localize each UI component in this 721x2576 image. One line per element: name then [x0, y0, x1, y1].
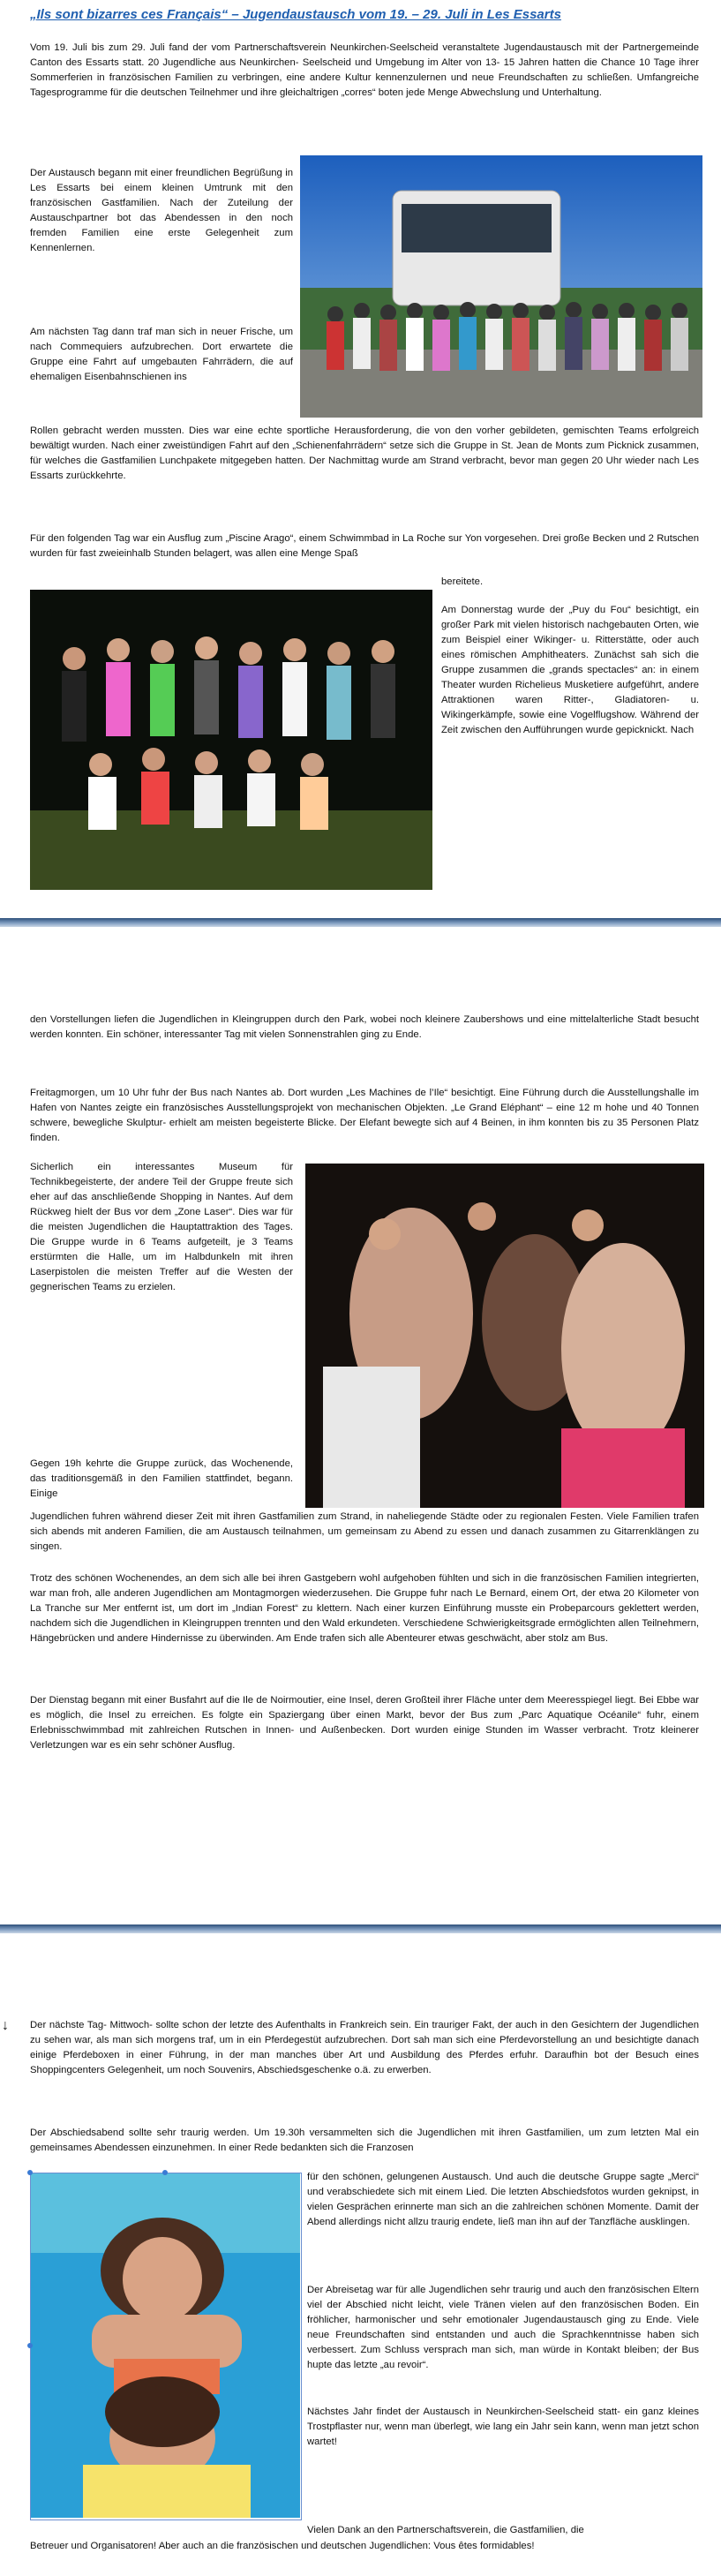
paragraph-farewell-evening: Der Abschiedsabend sollte sehr traurig werden. Um 19.30h versammelten sich die Jugendlichen mit ihren Gastfamilien, um zum letzten Mal ein gemeinsames Abendessen einzunehmen. In einer Rede bedankten sich die Franzosen [30, 2128, 699, 2153]
paragraph-last-day: Der nächste Tag- Mittwoch- sollte schon der letzte des Aufenthalts in Frankreich sein. Ein trauriger Fakt, der auch in den Gesichtern der Jugendlichen zu sehen war, als man sich morgens traf, um in ein Pferdegestüt aufzubrechen. Dort sah man sich eine Pferdevorstellung an und besichtigte danach einige Pferdeboxen in einer Führung, in der man manches über Art und Ausbildung des Pferdes erfuhr. Daraufhin bot der Besuch eines Shoppingcenters Gelegenheit, um noch Souvenirs, Abschiedsgeschenke o.ä. zu erwerben. [30, 2020, 699, 2075]
paragraph-thanks-end: Betreuer und Organisatoren! Aber auch an die französischen und deutschen Jugendlichen: Vous êtes formidables! [30, 2541, 535, 2551]
image-selection-frame[interactable] [30, 2173, 302, 2520]
paragraph-railbikes-start: Am nächsten Tag dann traf man sich in neuer Frische, um nach Commequiers aufzubrechen. Dort erwartete die Gruppe eine Fahrt auf umgebauten Fahrrädern, die auf ehemaligen Eisenbahnschienen ins [30, 327, 293, 382]
paragraph-farewell-speech: für den schönen, gelungenen Austausch. Und auch die deutsche Gruppe sagte „Merci“ und verabschiedete sich mit einem Lied. Die letzten Abschiedsfotos wurden geknipst, in vielen Gesprächen erinnerte man sich an die zahlreichen schönen Momente. Damit der Abend allerdings nicht allzu traurig endete, ließ man ihn auf der Tanzfläche ausklingen. [307, 2172, 699, 2227]
paragraph-laser: Sicherlich ein interessantes Museum für Technikbegeisterte, der andere Teil der Gruppe freute sich eher auf das anschließende Shopping in Nantes. Auf dem Rückweg hielt der Bus vor dem „Zone Laser“. Dies war für die meisten Jugendlichen die Hauptattraktion des Tages. Die Gruppe wurde in 6 Teams aufgeteilt, je 3 Teams erstürmten die Halle, um im Halbdunkeln mit ihren Laserpistolen die meisten Treffer auf die Westen der gegnerischen Teams zu erzielen. [30, 1162, 293, 1292]
paragraph-noirmoutier: Der Dienstag begann mit einer Busfahrt auf die Ile de Noirmoutier, eine Insel, deren Großteil ihrer Fläche unter dem Meeresspiegel liegt. Bei Ebbe war es möglich, die Insel zu erreichen. Es folgte ein Spaziergang über einen Markt, bevor der Bus zum „Parc Aquatique Océanile“ fuhr, einem Erlebnisschwimmbad mit zahlreichen Rutschen in Innen- und Außenbecken. Dort wurden einige Stunden im Wasser verbracht. Trotz kleinerer Verletzungen war es ein sehr schöner Ausflug. [30, 1695, 699, 1751]
paragraph-puy-du-fou: Am Donnerstag wurde der „Puy du Fou“ besichtigt, ein großer Park mit vielen historisch nachgebauten Orten, wie zum Beispiel einer Wikinger- u. Ritterstätte, oder auch eines römischen Amphitheaters. Zunächst sah sich die Gruppe zusammen die „grands spectacles“ an: in einem Theater wurden Richelieus Musketiere aufgeführt, andere Attraktionen waren Ritter-, Gladiatoren- u. Wikingerkämpfe, sowie eine Vogelflugshow. Während der Zeit zwischen den Aufführungen wurde gepicknickt. Nach [441, 605, 699, 735]
paragraph-weekend-start: Gegen 19h kehrte die Gruppe zurück, das Wochenende, das traditionsgemäß in den Familien stattfindet, begann. Einige [30, 1458, 293, 1499]
page-2 [0, 927, 721, 1924]
night-group-image [30, 590, 432, 890]
photo-party [305, 1164, 704, 1508]
paragraph-anchor-icon: ↓ [2, 2018, 9, 2033]
paragraph-weekend: Jugendlichen fuhren während dieser Zeit mit ihren Gastfamilien zum Strand, in naheliegende Städte oder zu regionalen Festen. Viele Familien trafen sich abends mit anderen Familien, die am Austausch teilnahmen, um gemeinsam zu Abend zu essen und danach zusammen zu Gitarrenklängen zu singen. [30, 1511, 699, 1552]
photo-group-with-bus [300, 155, 702, 418]
paragraph-railbikes-cont: Rollen gebracht werden mussten. Dies war eine echte sportliche Herausforderung, die von den vorher gebildeten, gemischten Teams erfolgreich bewältigt wurden. Nach einer zweistündigen Fahrt auf den „Schienenfahrrädern“ setze sich die Gruppe in St. Jean de Monts zum Picknick zusammen, für welches die Gastfamilien Lunchpakete mitgegeben hatten. Der Nachmittag wurde am Strand verbracht, bevor man gegen 20 Uhr wieder nach Les Essarts zurückkehrte. [30, 426, 699, 481]
paragraph-intro: Vom 19. Juli bis zum 29. Juli fand der vom Partnerschaftsverein Neunkirchen-Seelscheid veranstaltete Jugendaustausch mit der Partnergemeinde Canton des Essarts statt. 20 Jugendliche aus Neunkirchen- Seelscheid und Umgebung im Alter von 13- 15 Jahren hatten die Chance 10 Tage ihrer Sommerferien in französischen Familien zu verbringen, eine andere Kultur kennenzulernen und neue Freundschaften zu schließen. Umfangreiche Tagesprogramme für die deutschen Teilnehmer und ihre gleichaltrigen „corres“ boten jede Menge Abwechslung und Unterhaltung. [30, 42, 699, 98]
resize-handle-top-left[interactable] [27, 2170, 33, 2175]
page-3 [0, 1933, 721, 2576]
paragraph-departure: Der Abreisetag war für alle Jugendlichen sehr traurig und auch den französischen Eltern viel der Abschied nicht leicht, viele Tränen vielen auf den französischen Boden. Ein fröhlicher, harmonischer und sehr emotionaler Jugendaustausch ging zu Ende. Viele neue Freundschaften sind entstanden und auch die Sprachkenntnisse haben sich verbessert. Zum Schluss versprach man sich, man würde in Kontakt bleiben; der Bus hupte das letzte „au revoir“. [307, 2285, 699, 2370]
paragraph-indian-forest: Trotz des schönen Wochenendes, an dem sich alle bei ihren Gastgebern wohl aufgehoben fühlten und sich in die französischen Familien integrierten, war man froh, alle anderen Jugendlichen am Montagmorgen wiederzusehen. Die Gruppe fuhr nach Le Bernard, einem Ort, der etwa 20 Kilometer von La Tranche sur Mer entfernt ist, um dort im „Indian Forest“ zu klettern. Nach einer kurzen Einführung musste ein Probeparcours geklettert werden, nachdem sich die Jugendlichen in Kleingruppen trennten und den Wald erkundeten. Verschiedene Schwierigkeitsgrade ermöglichten allen Teilnehmern, Hängebrücken und andere Hindernisse zu überwinden. Am Ende trafen sich alle Abenteurer etwas geschwächt, aber stolz am Bus. [30, 1573, 699, 1644]
paragraph-nantes: Freitagmorgen, um 10 Uhr fuhr der Bus nach Nantes ab. Dort wurden „Les Machines de l’Ile“ besichtigt. Eine Führung durch die Ausstellungshalle im Hafen von Nantes zeigte ein französisches Ausstellungsprojekt von mechanischen Objekten. „Le Grand Eléphant“ – eine 12 m hohe und 40 Tonnen schwere, bewegliche Skulptur- erhielt am meisten begeisterte Blicke. Der Elefant bewegte sich auf 4 Beinen, in ihm konnten bis zu 35 Personen Platz finden. [30, 1088, 699, 1143]
paragraph-arrival: Der Austausch begann mit einer freundlichen Begrüßung in Les Essarts bei einem kleinen Umtrunk mit den französischen Gastfamilien. Nach der Zuteilung der Austauschpartner bot das Abendessen in den noch fremden Familien eine erste Gelegenheit zum Kennenlernen. [30, 168, 293, 253]
paragraph-pool-day: Für den folgenden Tag war ein Ausflug zum „Piscine Arago“, einem Schwimmbad in La Roche sur Yon vorgesehen. Drei große Becken und 2 Rutschen wurden für fast zweieinhalb Stunden belagert, was allen eine Menge Spaß [30, 533, 699, 559]
paragraph-thanks: Vielen Dank an den Partnerschaftsverein, die Gastfamilien, die [307, 2525, 584, 2535]
photo-group-at-night [30, 590, 432, 890]
page-1 [0, 0, 721, 918]
group-bus-image [300, 155, 702, 418]
article-title: „Ils sont bizarres ces Français“ – Jugendaustausch vom 19. – 29. Juli in Les Essarts [30, 7, 561, 22]
page-separator-2 [0, 1924, 721, 1933]
paragraph-next-year: Nächstes Jahr findet der Austausch in Neunkirchen-Seelscheid statt- ein ganz kleines Trostpflaster nur, wenn man überlegt, wie lang ein Jahr sein kann, wenn man jetzt schon wartet! [307, 2407, 699, 2447]
resize-handle-top-center[interactable] [162, 2170, 168, 2175]
party-image [305, 1164, 704, 1508]
resize-handle-middle-left[interactable] [27, 2343, 33, 2348]
paragraph-park-afternoon: den Vorstellungen liefen die Jugendlichen in Kleingruppen durch den Park, wobei noch kleinere Zaubershows und eine mittelalterliche Stadt besucht werden konnten. Ein schöner, interessanter Tag mit vielen Sonnenstrahlen ging zu Ende. [30, 1014, 699, 1040]
page-separator-1 [0, 918, 721, 927]
paragraph-pool-day-end: bereitete. [441, 576, 484, 587]
